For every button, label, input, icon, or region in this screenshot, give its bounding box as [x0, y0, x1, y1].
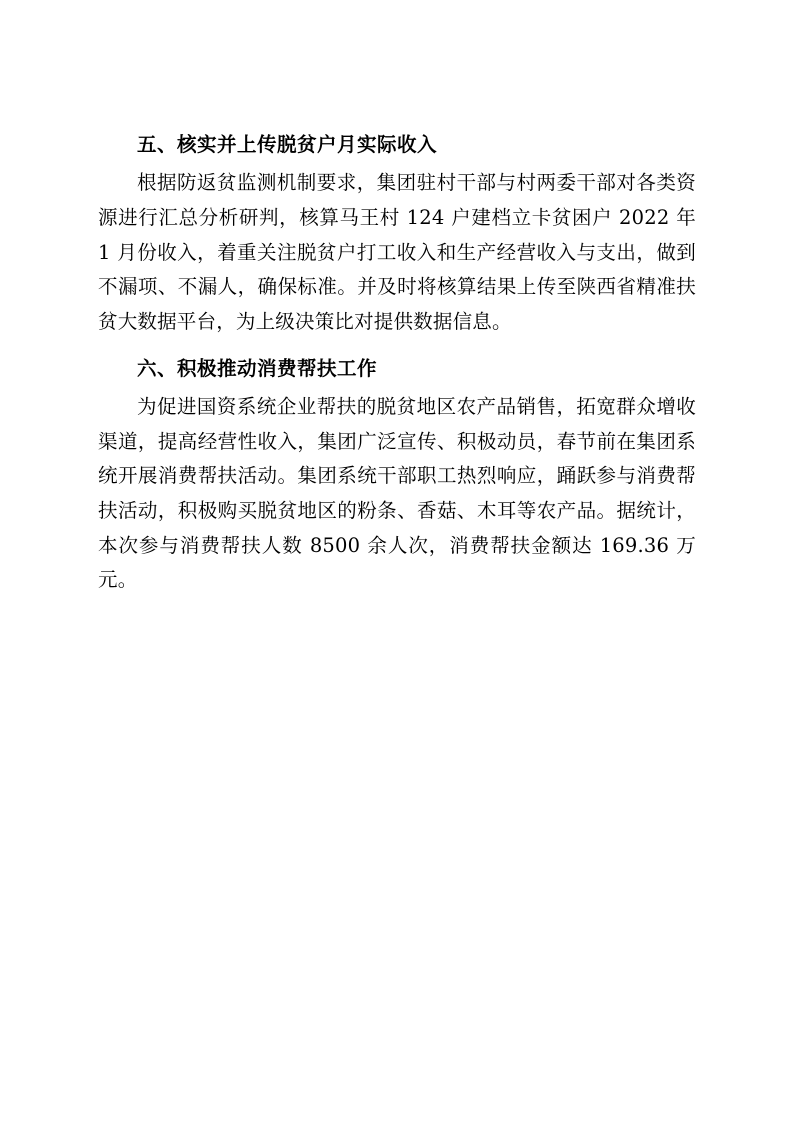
document-body — [98, 130, 696, 598]
section-paragraph-six: 为促进国资系统企业帮扶的脱贫地区农产品销售，拓宽群众增收渠道，提高经营性收入，集团广泛宣传、积极动员，春节前在集团系统开展消费帮扶活动。集团系统干部职工热烈响应，踊跃参与消费帮扶活动，积极购买脱贫地区的粉条、香菇、木耳等农产品。据统计，本次参与消费帮扶人数 8500 余人次，消费帮扶金额达 169.36 万元。 — [98, 394, 696, 592]
section-paragraph-five: 根据防返贫监测机制要求，集团驻村干部与村两委干部对各类资源进行汇总分析研判，核算马王村 124 户建档立卡贫困户 2022 年 1 月份收入，着重关注脱贫户打工收入和生产经营收入与支出，做到不漏项、不漏人，确保标准。并及时将核算结果上传至陕西省精准扶贫大数据平台，为上级决策比对提供数据信息。 — [98, 171, 696, 334]
section-heading-five: 五、核实并上传脱贫户月实际收入 — [137, 133, 438, 156]
section-heading-six: 六、积极推动消费帮扶工作 — [137, 356, 378, 380]
